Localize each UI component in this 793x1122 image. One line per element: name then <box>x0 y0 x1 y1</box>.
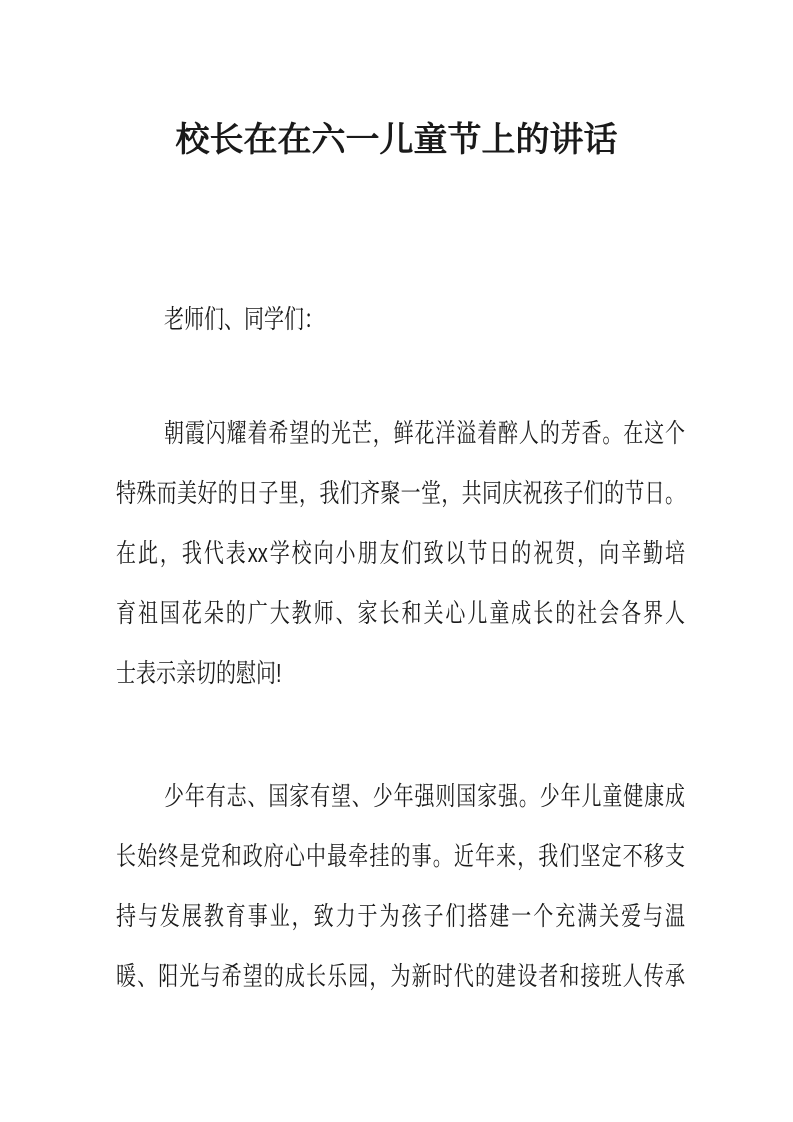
text-line-content: 特殊而美好的日子里，我们齐聚一堂，共同庆祝孩子们的节日。 <box>116 479 685 509</box>
paragraph-salutation <box>116 290 685 350</box>
text-line-content: 暖、阳光与希望的成长乐园，为新时代的建设者和接班人传承 <box>116 962 685 992</box>
document-title: 校长在在六一儿童节上的讲话 <box>175 121 618 159</box>
text-line <box>116 947 685 1007</box>
paragraph-body-2 <box>116 767 685 1007</box>
document-body <box>116 290 685 1007</box>
text-line-content: 朝霞闪耀着希望的光芒，鲜花洋溢着醉人的芳香。在这个 <box>164 419 685 449</box>
text-line-content: 老师们、同学们： <box>164 305 324 335</box>
text-line-content: 少年有志、国家有望、少年强则国家强。少年儿童健康成 <box>164 782 685 812</box>
text-line-content: 士表示亲切的慰问! <box>116 659 282 689</box>
text-line <box>116 644 685 704</box>
text-line <box>116 290 685 350</box>
text-line-content: 长始终是党和政府心中最牵挂的事。近年来，我们坚定不移支 <box>116 842 685 872</box>
text-line-content: 持与发展教育事业，致力于为孩子们搭建一个充满关爱与温 <box>116 902 685 932</box>
text-line-content: 在此，我代表xx学校向小朋友们致以节日的祝贺，向辛勤培 <box>116 539 685 569</box>
text-line-content: 育祖国花朵的广大教师、家长和关心儿童成长的社会各界人 <box>116 599 685 629</box>
paragraph-body-1 <box>116 404 685 704</box>
